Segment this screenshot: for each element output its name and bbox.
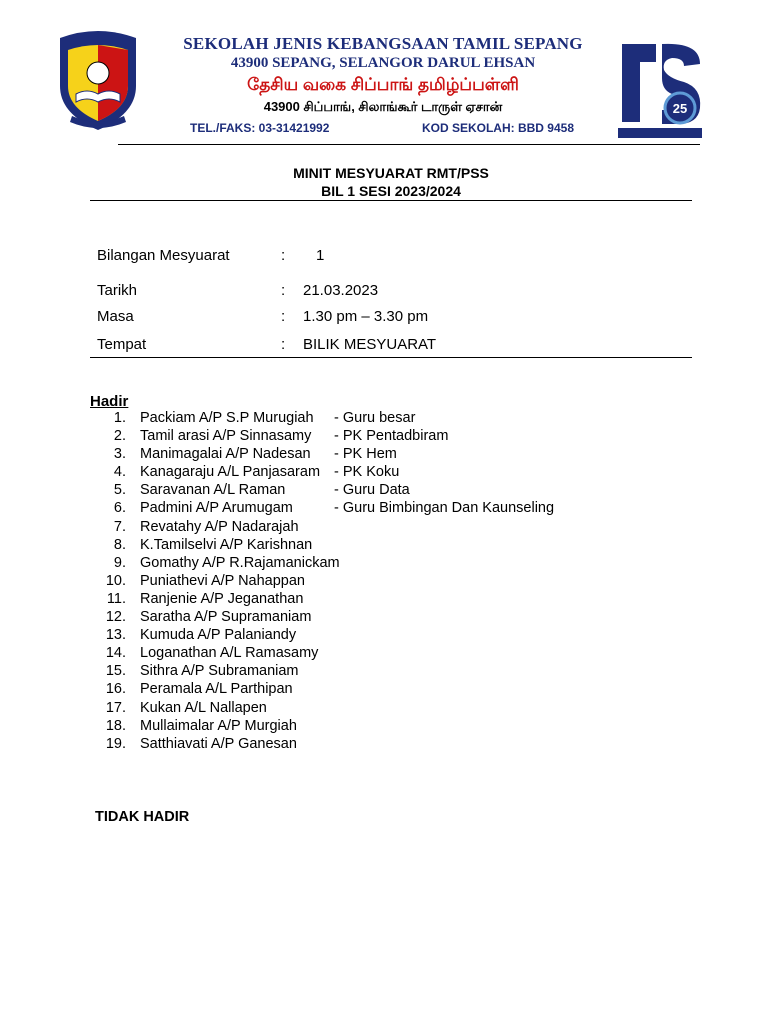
attendee-name: Kumuda A/P Palaniandy — [140, 627, 297, 644]
attendee-number: 9. — [113, 554, 126, 571]
school-crest-logo — [56, 28, 140, 132]
phone-fax: TEL./FAKS: 03-31421992 — [190, 121, 330, 135]
letterhead — [0, 0, 768, 150]
attendee-number: 7. — [113, 518, 126, 535]
attendee-name: Saravanan A/L Raman — [140, 482, 286, 499]
attendee-name: Tamil arasi A/P Sinnasamy — [140, 428, 312, 445]
info-separator: : — [281, 308, 286, 325]
attendee-name: K.Tamilselvi A/P Karishnan — [140, 536, 313, 553]
contact-line — [190, 121, 574, 135]
attendee-name: Mullaimalar A/P Murgiah — [140, 717, 297, 734]
attendee-number: 13. — [105, 627, 126, 644]
info-value: 21.03.2023 — [303, 282, 379, 299]
attendee-number: 3. — [113, 446, 126, 463]
info-separator: : — [281, 336, 286, 353]
attendee-number: 12. — [105, 609, 126, 626]
info-separator: : — [281, 247, 286, 264]
attendee-name: Padmini A/P Arumugam — [140, 500, 293, 517]
school-name-tamil: தேசிய வகை சிப்பாங் தமிழ்ப்பள்ளி — [247, 75, 519, 94]
school-name: SEKOLAH JENIS KEBANGSAAN TAMIL SEPANG — [183, 34, 583, 53]
attendee-name: Peramala A/L Parthipan — [140, 681, 293, 698]
attendee-role: - Guru Data — [334, 482, 410, 499]
attendee-number: 4. — [113, 464, 126, 481]
info-separator: : — [281, 282, 286, 299]
present-heading: Hadir — [90, 393, 129, 410]
attendee-number: 1. — [113, 410, 126, 426]
attendee-number: 2. — [113, 428, 126, 445]
attendee-name: Puniathevi A/P Nahappan — [140, 572, 306, 589]
attendee-name: Saratha A/P Supramaniam — [140, 609, 312, 626]
header-rule — [118, 144, 700, 145]
minutes-title: MINIT MESYUARAT RMT/PSS — [293, 165, 489, 181]
attendee-number: 8. — [113, 536, 126, 553]
attendee-number: 19. — [105, 735, 126, 752]
attendee-name: Gomathy A/P R.Rajamanickam — [140, 554, 340, 571]
info-rule — [90, 357, 692, 358]
attendee-name: Kanagaraju A/L Panjasaram — [140, 464, 321, 481]
attendee-number: 5. — [113, 482, 126, 499]
meeting-number: BIL 1 SESI 2023/2024 — [321, 183, 461, 199]
attendee-name: Ranjenie A/P Jeganathan — [140, 590, 304, 607]
attendee-name: Revatahy A/P Nadarajah — [140, 518, 299, 535]
school-address-tamil: 43900 சிப்பாங், சிலாங்கூர் டாருள் ஏசான் — [263, 99, 503, 114]
absent-heading: TIDAK HADIR — [95, 809, 190, 825]
attendee-role: - PK Koku — [334, 464, 400, 481]
school-code: KOD SEKOLAH: BBD 9458 — [421, 121, 574, 135]
attendee-name: Satthiavati A/P Ganesan — [140, 735, 297, 752]
attendee-role: - PK Hem — [334, 446, 397, 463]
attendee-number: 11. — [106, 590, 126, 607]
attendee-role: - Guru Bimbingan Dan Kaunseling — [334, 500, 555, 517]
attendee-role: - PK Pentadbiram — [334, 428, 449, 445]
svg-text:25: 25 — [672, 101, 688, 116]
info-label: Bilangan Mesyuarat — [97, 247, 230, 264]
attendee-number: 16. — [105, 681, 126, 698]
school-address: 43900 SEPANG, SELANGOR DARUL EHSAN — [230, 55, 536, 71]
info-label: Tempat — [97, 336, 147, 353]
attendee-number: 10. — [105, 572, 126, 589]
attendee-name: Sithra A/P Subramaniam — [140, 663, 299, 680]
ts25-logo — [614, 38, 706, 142]
attendee-number: 15. — [105, 663, 126, 680]
attendee-number: 18. — [105, 717, 126, 734]
attendee-number: 14. — [105, 645, 126, 662]
attendee-number: 6. — [113, 500, 126, 517]
attendee-role: - Guru besar — [334, 410, 416, 426]
info-label: Masa — [97, 308, 134, 325]
info-label: Tarikh — [97, 282, 138, 299]
info-value: 1.30 pm – 3.30 pm — [303, 308, 429, 325]
attendee-name: Manimagalai A/P Nadesan — [140, 446, 311, 463]
attendee-name: Loganathan A/L Ramasamy — [140, 645, 319, 662]
attendee-name: Packiam A/P S.P Murugiah — [140, 410, 314, 426]
info-value: 1 — [316, 247, 325, 264]
title-rule — [90, 200, 692, 201]
letterhead-text — [178, 34, 588, 117]
info-value: BILIK MESYUARAT — [303, 336, 437, 353]
attendee-number: 17. — [105, 699, 126, 716]
attendee-name: Kukan A/L Nallapen — [140, 699, 267, 716]
